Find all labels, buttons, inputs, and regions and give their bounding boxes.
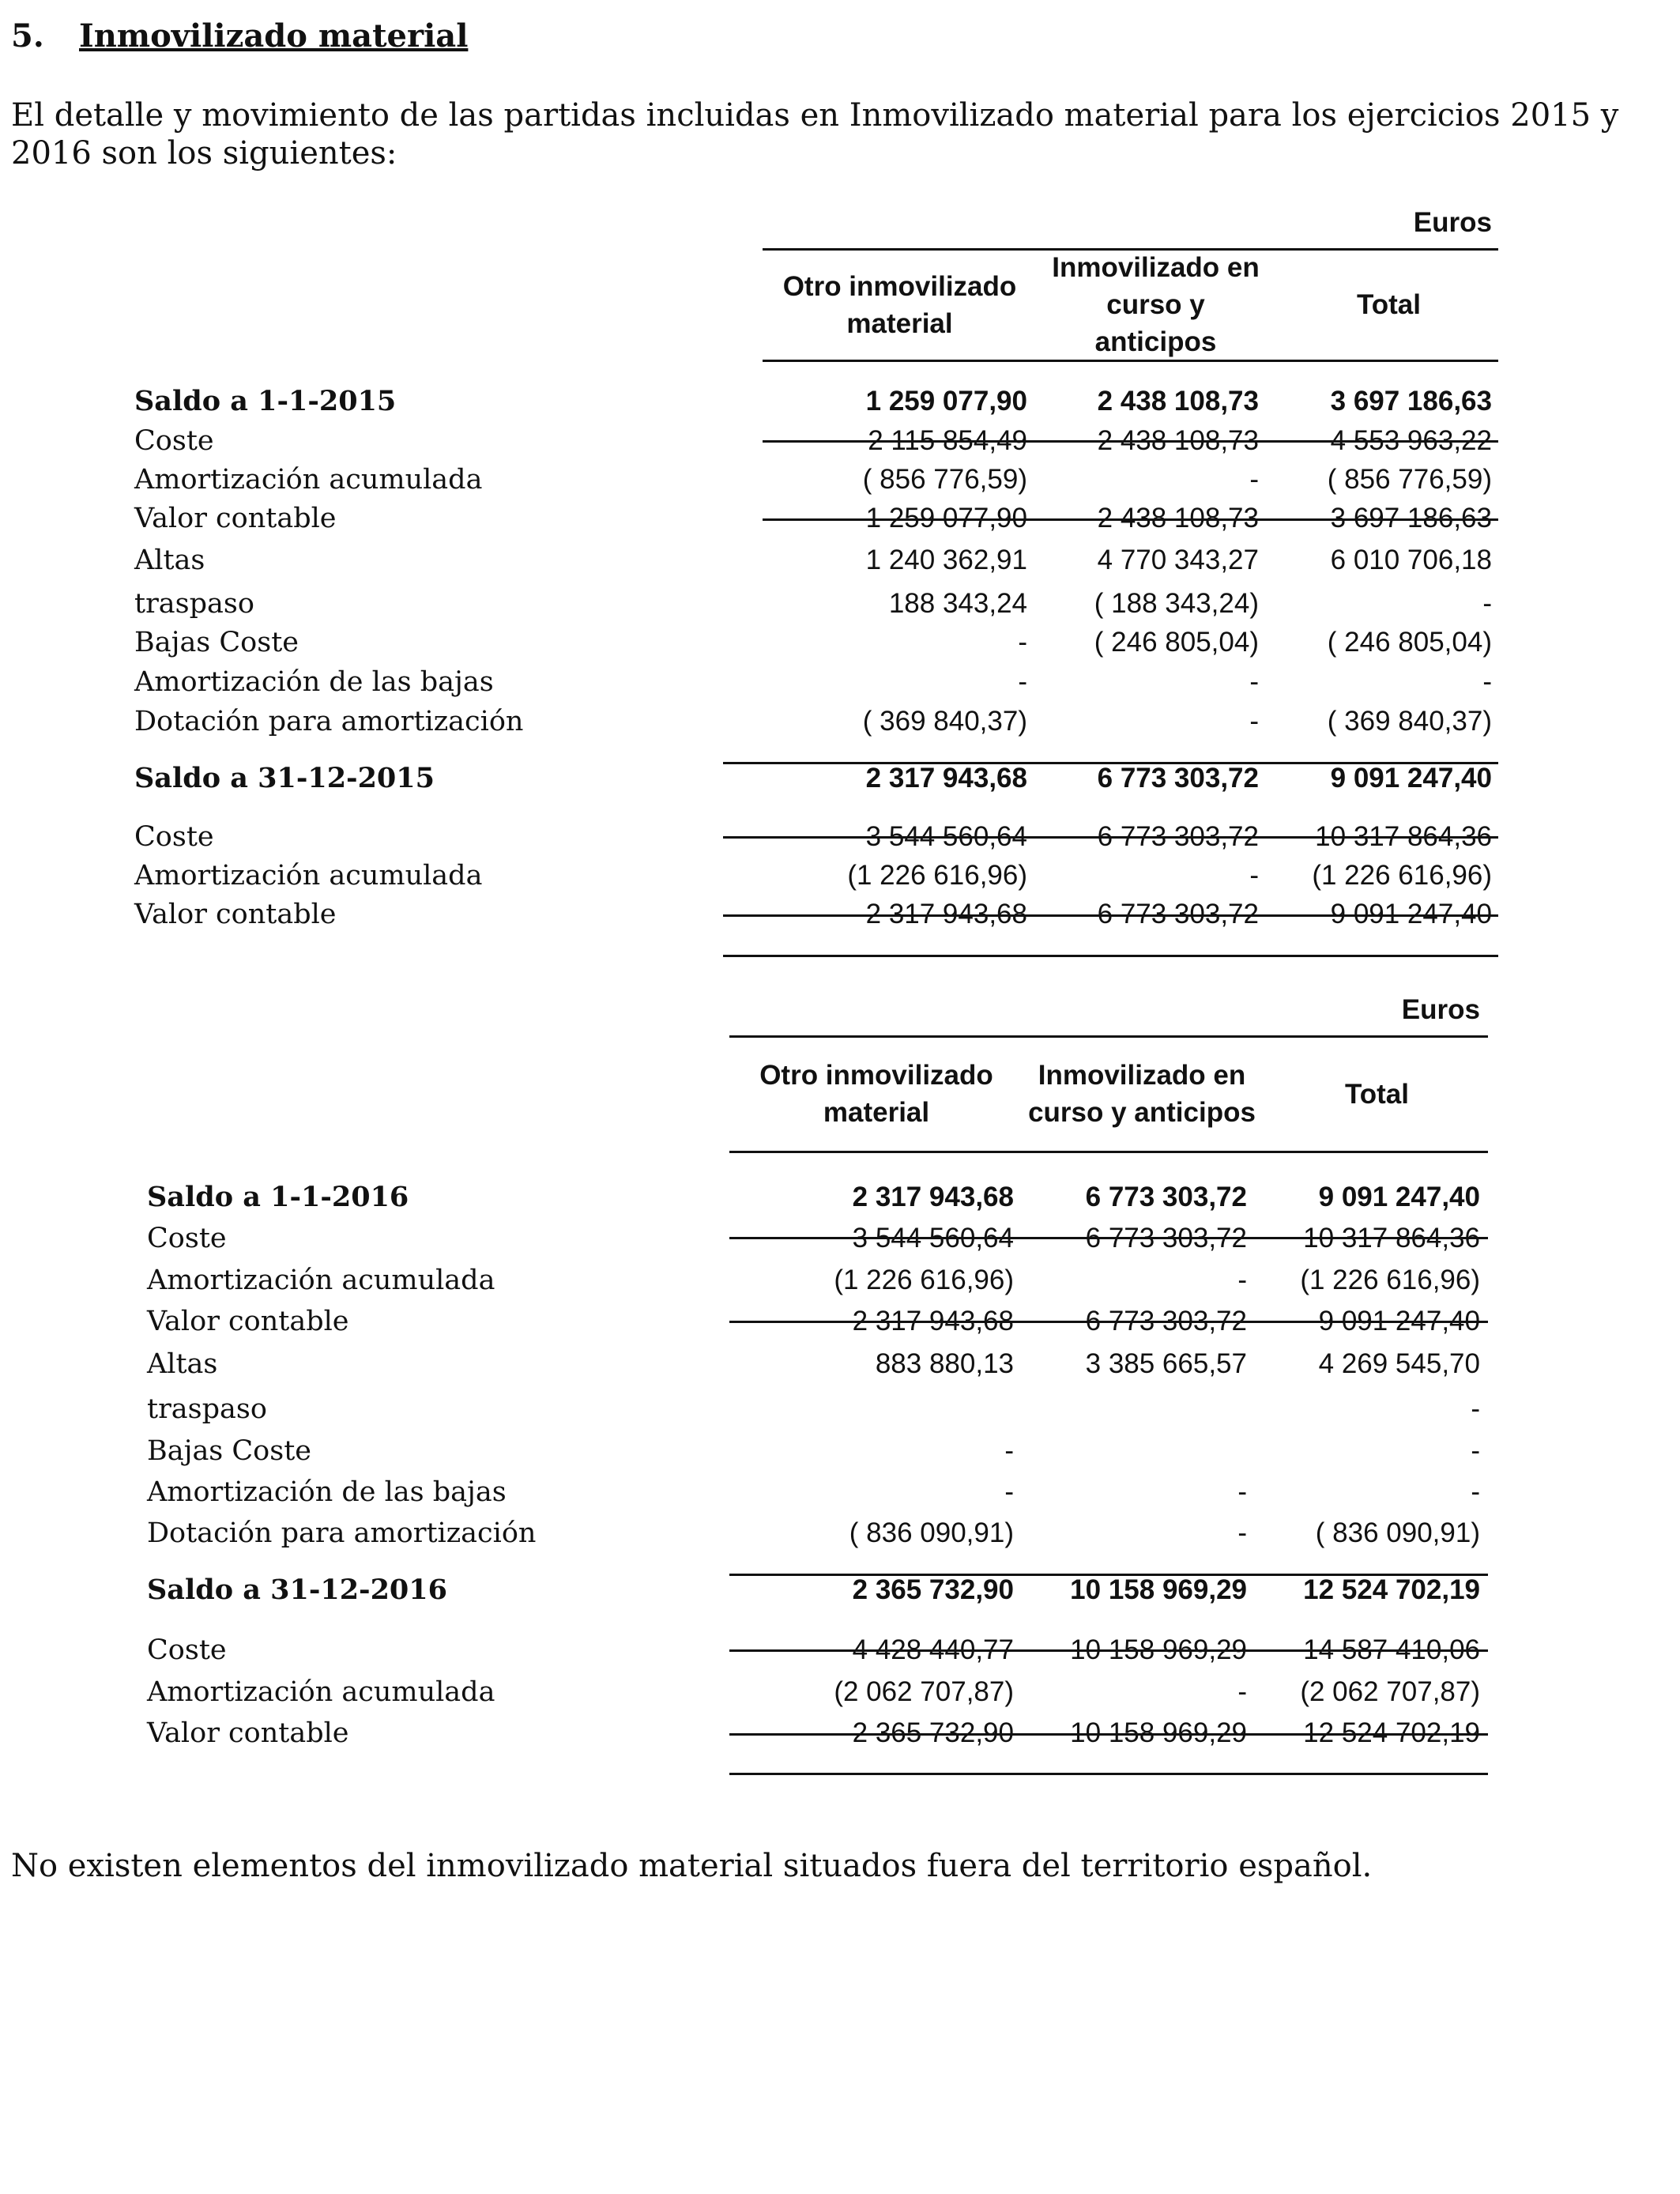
- cell-value: 6 773 303,72: [1097, 899, 1259, 929]
- table-row: [0, 1472, 1680, 1512]
- table-row: [0, 1178, 1680, 1217]
- row-rule: [763, 440, 1498, 443]
- row-label: Saldo a 31-12-2016: [147, 1574, 447, 1606]
- row-label: Dotación para amortización: [147, 1517, 537, 1549]
- cell-value: -: [1471, 1435, 1480, 1466]
- column-header: Otro inmovilizado material: [759, 1060, 993, 1128]
- row-rule: [729, 1237, 1488, 1239]
- cell-value: 6 773 303,72: [1085, 1223, 1247, 1253]
- cell-value: ( 836 090,91): [849, 1517, 1014, 1548]
- cell-value: ( 836 090,91): [1315, 1517, 1480, 1548]
- cell-value: 2 317 943,68: [852, 1182, 1014, 1212]
- cell-value: ( 369 840,37): [1327, 706, 1492, 737]
- row-label: Saldo a 1-1-2016: [147, 1181, 409, 1213]
- section-title: Inmovilizado material: [79, 17, 469, 55]
- cell-value: 12 524 702,19: [1303, 1574, 1480, 1605]
- header-bottom-rule: [763, 360, 1498, 362]
- cell-value: -: [1471, 1393, 1480, 1424]
- column-header: Otro inmovilizado material: [782, 270, 1017, 339]
- cell-value: 2 115 854,49: [868, 425, 1027, 456]
- row-label: Amortización acumulada: [134, 464, 483, 496]
- cell-value: 2 317 943,68: [865, 763, 1027, 794]
- cell-value: 3 544 560,64: [852, 1223, 1014, 1253]
- row-label: traspaso: [134, 588, 254, 620]
- row-rule: [729, 1773, 1488, 1775]
- table-row: [0, 1514, 1680, 1553]
- table-row: [0, 1344, 1680, 1384]
- cell-value: 883 880,13: [875, 1348, 1014, 1379]
- column-header: Inmovilizado en curso y anticipos: [1028, 1060, 1256, 1128]
- cell-value: -: [1482, 666, 1492, 697]
- row-label: Saldo a 31-12-2015: [134, 762, 435, 794]
- row-label: Bajas Coste: [134, 627, 299, 658]
- cell-value: 6 773 303,72: [1097, 763, 1259, 794]
- table-row: [0, 1389, 1680, 1429]
- row-label: Valor contable: [134, 503, 337, 534]
- cell-value: -: [1471, 1476, 1480, 1507]
- cell-value: 6 773 303,72: [1085, 1306, 1247, 1336]
- cell-value: 6 773 303,72: [1085, 1182, 1247, 1212]
- cell-value: 2 365 732,90: [852, 1574, 1014, 1605]
- table-row: [0, 1261, 1680, 1300]
- cell-value: -: [1249, 706, 1259, 737]
- cell-value: 1 259 077,90: [865, 386, 1027, 417]
- row-label: traspaso: [147, 1393, 267, 1425]
- cell-value: 14 587 410,06: [1303, 1634, 1480, 1665]
- cell-value: -: [1249, 666, 1259, 697]
- cell-value: -: [1237, 1517, 1247, 1548]
- header-bottom-rule: [729, 1151, 1488, 1153]
- footer-note: No existen elementos del inmovilizado material situados fuera del territorio español.: [11, 1848, 1373, 1884]
- row-label: Coste: [147, 1634, 227, 1666]
- row-label: Amortización acumulada: [147, 1265, 495, 1296]
- column-header: Inmovilizado en curso y anticipos: [1052, 252, 1260, 357]
- table-row: [0, 1431, 1680, 1471]
- row-label: Altas: [134, 545, 205, 576]
- cell-value: 3 697 186,63: [1330, 386, 1492, 417]
- cell-value: 10 158 969,29: [1070, 1574, 1247, 1605]
- table-row: [0, 541, 1680, 580]
- cell-value: (1 226 616,96): [834, 1265, 1014, 1295]
- cell-value: 2 438 108,73: [1097, 386, 1259, 417]
- table-row: [0, 759, 1680, 798]
- cell-value: 3 697 186,63: [1330, 503, 1492, 533]
- row-label: Saldo a 1-1-2015: [134, 385, 397, 417]
- cell-value: -: [1482, 588, 1492, 619]
- cell-value: (2 062 707,87): [1300, 1676, 1480, 1707]
- cell-value: 1 240 362,91: [865, 545, 1027, 575]
- table-row: [0, 1672, 1680, 1712]
- cell-value: 2 365 732,90: [852, 1717, 1014, 1748]
- row-label: Valor contable: [134, 899, 337, 930]
- row-rule: [723, 762, 1498, 764]
- table-row: [0, 1570, 1680, 1610]
- row-label: Coste: [147, 1223, 227, 1254]
- row-label: Coste: [134, 425, 214, 457]
- cell-value: (1 226 616,96): [1312, 860, 1492, 891]
- cell-value: 9 091 247,40: [1330, 899, 1492, 929]
- cell-value: 2 317 943,68: [865, 899, 1027, 929]
- section-number: 5.: [11, 17, 44, 55]
- cell-value: -: [1237, 1265, 1247, 1295]
- row-label: Amortización de las bajas: [147, 1476, 507, 1508]
- row-rule: [723, 914, 1498, 917]
- cell-value: -: [1249, 860, 1259, 891]
- column-header: Total: [1344, 1078, 1409, 1110]
- row-label: Altas: [147, 1348, 218, 1380]
- cell-value: ( 856 776,59): [862, 464, 1027, 495]
- cell-value: 10 317 864,36: [1303, 1223, 1480, 1253]
- cell-value: 12 524 702,19: [1303, 1717, 1480, 1748]
- row-rule: [723, 836, 1498, 839]
- cell-value: 2 438 108,73: [1097, 503, 1259, 533]
- row-label: Coste: [134, 821, 214, 853]
- cell-value: 3 544 560,64: [865, 821, 1027, 852]
- cell-value: 4 428 440,77: [852, 1634, 1014, 1665]
- cell-value: ( 246 805,04): [1094, 627, 1259, 658]
- table-row: [0, 856, 1680, 895]
- row-rule: [763, 518, 1498, 521]
- cell-value: -: [1249, 464, 1259, 495]
- cell-value: 9 091 247,40: [1318, 1182, 1480, 1212]
- table-row: [0, 702, 1680, 741]
- currency-label: Euros: [1413, 207, 1492, 238]
- section-heading: [11, 17, 468, 55]
- cell-value: (2 062 707,87): [834, 1676, 1014, 1707]
- row-rule: [729, 1649, 1488, 1652]
- header-rule: [729, 1035, 1488, 1038]
- cell-value: 10 158 969,29: [1070, 1634, 1247, 1665]
- row-rule: [729, 1733, 1488, 1736]
- row-label: Dotación para amortización: [134, 706, 524, 737]
- cell-value: 188 343,24: [888, 588, 1027, 619]
- cell-value: 4 553 963,22: [1330, 425, 1492, 456]
- cell-value: 9 091 247,40: [1330, 763, 1492, 794]
- row-rule: [729, 1321, 1488, 1323]
- cell-value: ( 369 840,37): [862, 706, 1027, 737]
- cell-value: 6 773 303,72: [1097, 821, 1259, 852]
- intro-paragraph: El detalle y movimiento de las partidas incluidas en Inmovilizado material para los ejercicios 2015 y 2016 son los siguientes:: [11, 97, 1619, 172]
- cell-value: 2 438 108,73: [1097, 425, 1259, 456]
- cell-value: (1 226 616,96): [1300, 1265, 1480, 1295]
- cell-value: 10 158 969,29: [1070, 1717, 1247, 1748]
- table-row: [0, 662, 1680, 702]
- row-label: Amortización acumulada: [147, 1676, 495, 1708]
- table-row: [0, 460, 1680, 499]
- cell-value: ( 246 805,04): [1327, 627, 1492, 658]
- cell-value: 4 770 343,27: [1097, 545, 1259, 575]
- cell-value: 2 317 943,68: [852, 1306, 1014, 1336]
- row-label: Amortización de las bajas: [134, 666, 494, 698]
- currency-label: Euros: [1401, 994, 1480, 1025]
- row-label: Valor contable: [147, 1717, 349, 1749]
- cell-value: 1 259 077,90: [865, 503, 1027, 533]
- cell-value: 4 269 545,70: [1318, 1348, 1480, 1379]
- table-row: [0, 623, 1680, 662]
- cell-value: -: [1018, 666, 1027, 697]
- cell-value: (1 226 616,96): [847, 860, 1027, 891]
- cell-value: ( 856 776,59): [1327, 464, 1492, 495]
- cell-value: 3 385 665,57: [1085, 1348, 1247, 1379]
- row-label: Valor contable: [147, 1306, 349, 1337]
- cell-value: 10 317 864,36: [1315, 821, 1492, 852]
- row-rule: [723, 955, 1498, 957]
- table-row: [0, 382, 1680, 421]
- cell-value: -: [1237, 1676, 1247, 1707]
- row-label: Amortización acumulada: [134, 860, 483, 892]
- cell-value: -: [1018, 627, 1027, 658]
- row-label: Bajas Coste: [147, 1435, 311, 1467]
- cell-value: ( 188 343,24): [1094, 588, 1259, 619]
- row-rule: [729, 1574, 1488, 1576]
- cell-value: -: [1004, 1435, 1014, 1466]
- cell-value: 9 091 247,40: [1318, 1306, 1480, 1336]
- cell-value: -: [1004, 1476, 1014, 1507]
- cell-value: -: [1237, 1476, 1247, 1507]
- table-row: [0, 584, 1680, 624]
- cell-value: 6 010 706,18: [1330, 545, 1492, 575]
- column-header: Total: [1356, 289, 1421, 320]
